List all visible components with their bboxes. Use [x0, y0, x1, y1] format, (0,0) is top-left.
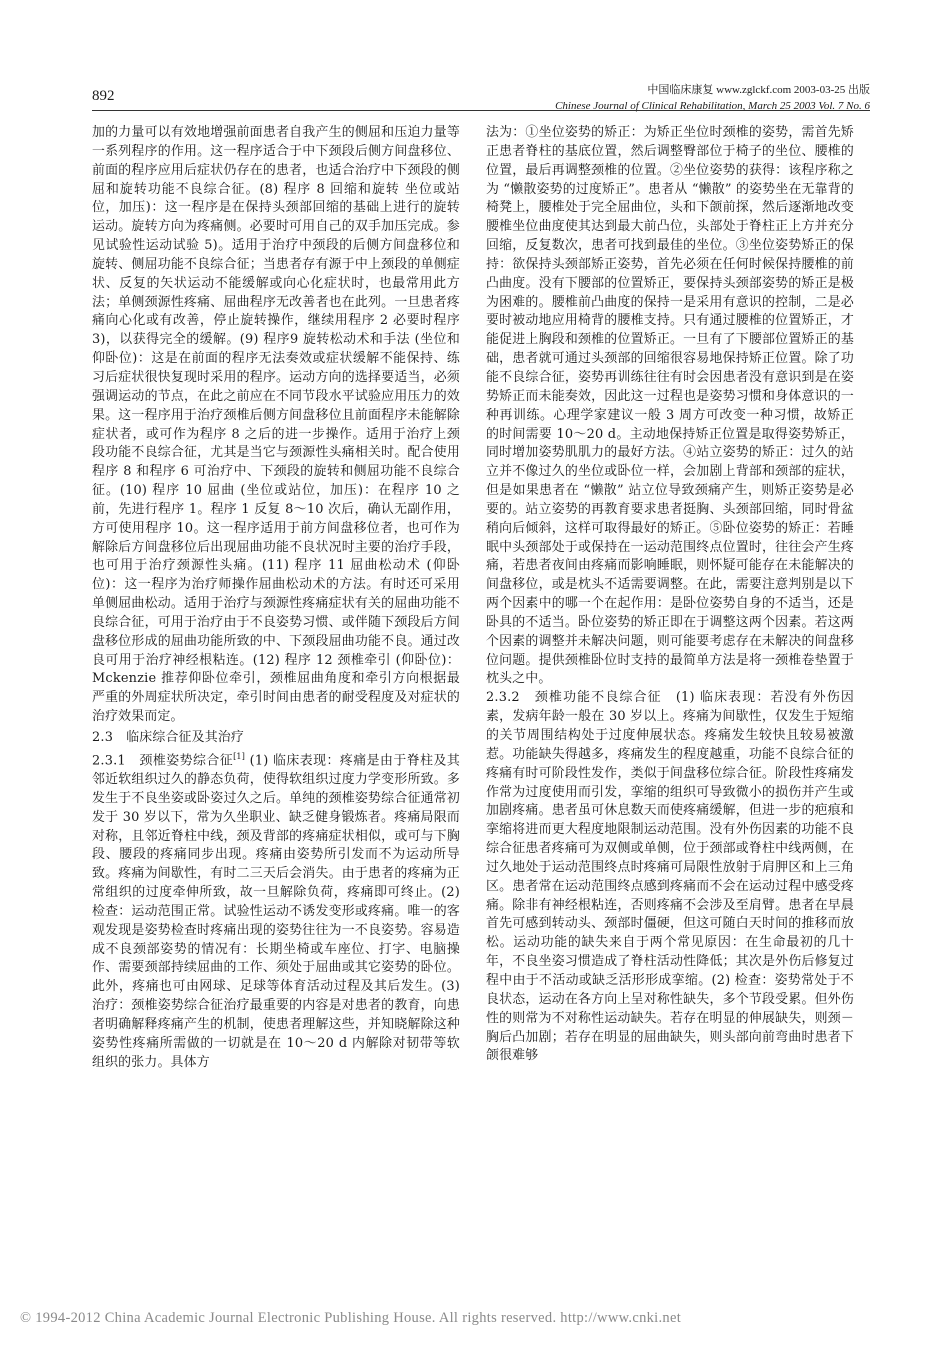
citation-ref: [1] [233, 751, 246, 761]
running-head-journal-en: Chinese Journal of Clinical Rehabilitation, March 25 2003 Vol. 7 No. 6 [555, 100, 870, 112]
posture-correction-paragraph: 法为：①坐位姿势的矫正：为矫正坐位时颈椎的姿势，需首先矫正患者脊柱的基底位置，然后调整臀部位于椅子的坐位、腰椎的位置，最后再调整颈椎的位置。②坐位姿势的获得：该程序称之为 “懒散姿势的过度矫正”。患者从 “懒散” 的姿势坐在无靠背的椅凳上，腰椎处于完全屈曲位，头和下颌前探，然后逐渐地改变腰椎坐位曲度使其达到最大前凸位，头部处于脊柱正上方并充分回缩，反复数次，患者可找到最佳的坐位。③坐位姿势矫正的保持：欲保持头颈部矫正姿势，首先必须在任何时候保持腰椎的前凸曲度。没有下腰部的位置矫正，要保持头颈部姿势的矫正是极为困难的。腰椎前凸曲度的保持一是采用有意识的控制，二是必要时被动地应用椅背的腰椎支持。只有通过腰椎的位置矫正，才能促进上胸段和颈椎的位置矫正。一旦有了下腰部位置矫正的基础，患者就可通过头颈部的回缩很容易地保持矫正位置。除了功能不良综合征，姿势再训练往往有时会因患者没有意识到是在姿势矫正而未能奏效，因此这一过程也是姿势习惯和身体意识的一种再训练。心理学家建议一般 3 周方可改变一种习惯，故矫正的时间需要 10～20 d。主动地保持矫正位置是取得姿势矫正，同时增加姿势肌肌力的最好方法。④站立姿势的矫正：过久的站立并不像过久的坐位或卧位一样，会加剧上背部和颈部的症状，但是如果患者在 “懒散” 站立位导致颈痛产生，则矫正姿势是必要的。站立姿势的再教育要求患者挺胸、头颈部回缩，同时骨盆稍向后倾斜，这样可取得最好的矫正。⑤卧位姿势的矫正：若睡眠中头颈部处于或保持在一运动范围终点位置时，往往会产生疼痛，若患者夜间由疼痛而影响睡眠，则怀疑可能存在未能解决的间盘移位，或是枕头不适需要调整。在此，需要注意判别是以下两个因素中的哪一个在起作用：是卧位姿势自身的不适当，还是卧具的不适当。卧位姿势的矫正即在于调整这两个因素。若这两个因素的调整并未解决问题，则可能要考虑存在未解决的间盘移位问题。提供颈椎卧位时支持的最简单方法是将一颈椎卷垫置于枕头之中。 [486, 125, 854, 687]
running-head-journal-cn: 中国临床康复 www.zglckf.com 2003-03-25 出版 [647, 84, 870, 96]
dysfunction-syndrome-text: (1) 临床表现：若没有外伤因素，发病年龄一般在 30 岁以上。疼痛为间歇性，仅发生于短缩的关节周围结构处于过度伸展状态。疼痛发生较快且较易被激惹。功能缺失得越多，疼痛发生的程度越重，功能不良综合征的疼痛有时可阶段性发作，类似于间盘移位综合征。阶段性疼痛发作常为过度使用而引发，挛缩的组织可导致微小的损伤并产生或加剧疼痛。患者虽可休息数天而使疼痛缓解，但进一步的疤痕和挛缩将进而更大程度地限制运动范围。没有外伤因素的功能不良综合征患者疼痛可为双侧或单侧，位于颈部或脊柱中线两侧，在过久地处于运动范围终点时疼痛可局限性放射于肩胛区和上三角区。患者常在运动范围终点感到疼痛而不会在运动过程中感受疼痛。除非有神经根粘连，否则疼痛不会涉及至肩臂。患者在早晨首先可感到转动头、颈部时僵硬，但这可随白天时间的推移而放松。运动功能的缺失来自于两个常见原因：在生命最初的几十年，不良坐姿习惯造成了脊柱活动性降低；其次是外伤后修复过程中由于不活动或缺乏活形形成挛缩。(2) 检查：姿势常处于不良状态，运动在各方向上呈对称性缺失，多个节段受累。但外伤性的则常为不对称性运动缺失。若存在明显的伸展缺失，则颈－胸后凸加剧；若存在明显的屈曲缺失，则头部向前弯曲时患者下颌很难够 [486, 690, 854, 1064]
postural-syndrome-text: (1) 临床表现：疼痛是由于脊柱及其邻近软组织过久的静态负荷，使得软组织过度力学变形所致。多发生于不良坐姿或卧姿过久之后。单纯的颈椎姿势综合征通常初发于 30 岁以下，常为久坐职业、缺乏健身锻炼者。疼痛局限而对称，且邻近脊柱中线，颈及背部的疼痛症状相似，或可与下胸段、腰段的疼痛同步出现。疼痛由姿势所引发而不为运动所导致。疼痛为间歇性，有时二三天后会消失。由于患者的疼痛为正常组织的过度牵伸所致，故一旦解除负荷，疼痛即可终止。(2) 检查：运动范围正常。试验性运动不诱发变形或疼痛。唯一的客观发现是姿势检查时疼痛出现的姿势往往为一不良姿势。容易造成不良颈部姿势的情况有：长期坐椅或车座位、打字、电脑操作、需要颈部持续屈曲的工作、须处于屈曲或其它姿势的卧位。此外，疼痛也可由网球、足球等体育活动过程及其后发生。(3) 治疗：颈椎姿势综合征治疗最重要的内容是对患者的教育，向患者明确解释疼痛产生的机制，使患者理解这些，并知晓解除这种姿势性疼痛所需做的一切就是在 10～20 d 内解除对韧带等软组织的张力。具体方 [92, 753, 460, 1070]
subsection-heading-2-3-2: 2.3.2 颈椎功能不良综合征 [486, 690, 662, 706]
copyright-footer: © 1994-2012 China Academic Journal Electronic Publishing House. All rights reserved. http://www.cnki.net [20, 1310, 682, 1326]
dysfunction-syndrome-paragraph [486, 689, 854, 1066]
page-number: 892 [92, 88, 115, 104]
procedures-paragraph: 加的力量可以有效地增强前面患者自我产生的侧屈和压迫力量等一系列程序的作用。这一程序适合于中下颈段后侧方间盘移位、前面的程序应用后症状仍存在的患者，也适合治疗中下颈段的侧屈和旋转功能不良综合征。(8) 程序 8 回缩和旋转 坐位或站位，加压)：这一程序是在保持头颈部回缩的基础上进行的旋转运动。旋转方向为疼痛侧。必要时可用自己的双手加压完成。参见试验性运动试验 5)。适用于治疗中颈段的后侧方间盘移位和旋转、侧屈功能不良综合征；当患者存有源于中上颈段的单侧症状、反复的矢状运动不能缓解或向心化症状时，也最常用此方法；单侧颈源性疼痛、屈曲程序无改善者也在此列。一旦患者疼痛向心化或有改善，停止旋转操作，继续用程序 2 必要时程序 3)，以获得完全的缓解。(9) 程序9 旋转松动术和手法 (坐位和仰卧位)：这是在前面的程序无法奏效或症状缓解不能保持、练习后症状很快复现时采用的程序。运动方向的选择要适当，必须强调运动的节点，在此之前应在不同节段水平试验应用压力的效果。这一程序用于治疗颈椎后侧方间盘移位且前面程序未能解除症状者，或可作为程序 8 之后的进一步操作。适用于治疗上颈段功能不良综合征，尤其是当它与颈源性头痛相关时。配合使用程序 8 和程序 6 可治疗中、下颈段的旋转和侧屈功能不良综合征。(10) 程序 10 屈曲 (坐位或站位，加压)：在程序 10 之前，先进行程序 1。程序 1 反复 8～10 次后，确认无副作用，方可使用程序 10。这一程序适用于前方间盘移位者，也可作为解除后方间盘移位后出现屈曲功能不良状况时主要的治疗手段，也可用于治疗颈源性头痛。(11) 程序 11 屈曲松动术 (仰卧位)：这一程序为治疗师操作屈曲松动术的方法。有时还可采用单侧屈曲松动。适用于治疗与颈源性疼痛症状有关的屈曲功能不良综合征，可用于治疗由于不良姿势习惯、或伴随下颈段后方间盘移位形成的屈曲功能所致的中、下颈段屈曲功能不良。通过改良可用于治疗神经根粘连。(12) 程序 12 颈椎牵引 (仰卧位)：Mckenzie 推荐仰卧位牵引，颈椎屈曲角度和牵引方向根据最严重的外周症状所决定，牵引时间由患者的耐受程度及对症状的治疗效果而定。 [92, 125, 460, 725]
right-column [486, 124, 854, 1066]
postural-syndrome-paragraph [92, 748, 460, 1073]
header-rule [92, 110, 870, 111]
left-column [92, 124, 460, 1072]
section-heading-2-3: 2.3 临床综合征及其治疗 [92, 730, 245, 745]
subsection-heading-2-3-1: 2.3.1 颈椎姿势综合征 [92, 753, 234, 769]
